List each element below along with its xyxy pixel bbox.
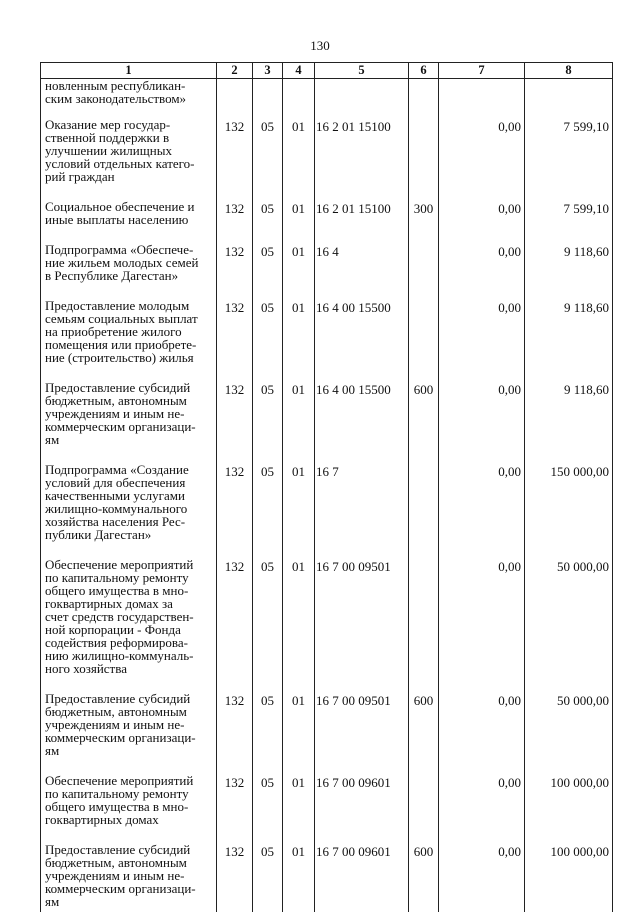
cell-subsection: 01: [283, 381, 315, 463]
cell-amount-col7: 0,00: [439, 558, 525, 692]
cell-section: 05: [253, 299, 283, 381]
cell-target-item: 16 2 01 15100: [315, 200, 409, 243]
item-name-line: помещения или приобрете-: [45, 338, 214, 351]
table-row: [41, 118, 613, 200]
cell-expense-type: 600: [409, 381, 439, 463]
table-body: [41, 79, 613, 912]
item-name-line: Обеспечение мероприятий: [45, 774, 214, 787]
cell-target-item: 16 7 00 09501: [315, 692, 409, 774]
cell-amount-col8: 9 118,60: [525, 381, 613, 463]
item-name-line: ной корпорации - Фонда: [45, 623, 214, 636]
item-name-line: Предоставление молодым: [45, 299, 214, 312]
cell-expense-type: 600: [409, 843, 439, 912]
cell-amount-col8: 9 118,60: [525, 299, 613, 381]
table-row: [41, 243, 613, 299]
item-name-line: общего имущества в мно-: [45, 800, 214, 813]
cell-expense-type: [409, 463, 439, 558]
cell-amount-col8: 100 000,00: [525, 843, 613, 912]
item-name-line: в Республике Дагестан»: [45, 269, 214, 282]
item-name-line: Предоставление субсидий: [45, 692, 214, 705]
cell-subsection: 01: [283, 118, 315, 200]
cell-amount-col8: 7 599,10: [525, 200, 613, 243]
cell-amount-col8: 9 118,60: [525, 243, 613, 299]
cell-subsection: 01: [283, 558, 315, 692]
item-name-line: ям: [45, 895, 214, 908]
cell-amount-col8: 7 599,10: [525, 118, 613, 200]
cell-subsection: [283, 79, 315, 119]
cell-ministry-code: [217, 79, 253, 119]
cell-target-item: 16 7 00 09601: [315, 843, 409, 912]
item-name-line: учреждениям и иным не-: [45, 718, 214, 731]
cell-amount-col8: 100 000,00: [525, 774, 613, 843]
column-header: 1: [41, 63, 217, 79]
cell-section: 05: [253, 118, 283, 200]
table-row: [41, 381, 613, 463]
cell-amount-col8: 50 000,00: [525, 558, 613, 692]
cell-amount-col7: 0,00: [439, 118, 525, 200]
cell-item-name: [41, 79, 217, 119]
item-name-line: Подпрограмма «Создание: [45, 463, 214, 476]
cell-section: 05: [253, 200, 283, 243]
item-name-line: семьям социальных выплат: [45, 312, 214, 325]
cell-ministry-code: 132: [217, 692, 253, 774]
cell-item-name: [41, 299, 217, 381]
cell-target-item: 16 4 00 15500: [315, 381, 409, 463]
cell-amount-col8: 50 000,00: [525, 692, 613, 774]
column-header: 5: [315, 63, 409, 79]
item-name-line: ние жильем молодых семей: [45, 256, 214, 269]
cell-section: 05: [253, 463, 283, 558]
item-name-line: ским законодательством»: [45, 92, 214, 105]
cell-ministry-code: 132: [217, 463, 253, 558]
cell-target-item: 16 4 00 15500: [315, 299, 409, 381]
column-header: 8: [525, 63, 613, 79]
cell-ministry-code: 132: [217, 558, 253, 692]
item-name-line: ние (строительство) жилья: [45, 351, 214, 364]
cell-item-name: [41, 118, 217, 200]
item-name-line: гоквартирных домах за: [45, 597, 214, 610]
cell-amount-col7: 0,00: [439, 843, 525, 912]
cell-item-name: [41, 843, 217, 912]
table-row: [41, 692, 613, 774]
cell-amount-col7: [439, 79, 525, 119]
item-name-line: по капитальному ремонту: [45, 787, 214, 800]
cell-amount-col7: 0,00: [439, 463, 525, 558]
cell-expense-type: [409, 243, 439, 299]
cell-target-item: 16 2 01 15100: [315, 118, 409, 200]
cell-item-name: [41, 200, 217, 243]
item-name-line: новленным республикан-: [45, 79, 214, 92]
item-name-line: Обеспечение мероприятий: [45, 558, 214, 571]
cell-amount-col7: 0,00: [439, 243, 525, 299]
cell-amount-col7: 0,00: [439, 200, 525, 243]
column-header: 2: [217, 63, 253, 79]
item-name-line: Социальное обеспечение и: [45, 200, 214, 213]
item-name-line: учреждениям и иным не-: [45, 407, 214, 420]
item-name-line: коммерческим организаци-: [45, 420, 214, 433]
table-row: [41, 463, 613, 558]
column-header: 7: [439, 63, 525, 79]
table-row: [41, 843, 613, 912]
item-name-line: общего имущества в мно-: [45, 584, 214, 597]
item-name-line: ям: [45, 744, 214, 757]
item-name-line: улучшении жилищных: [45, 144, 214, 157]
cell-expense-type: [409, 79, 439, 119]
item-name-line: ям: [45, 433, 214, 446]
item-name-line: счет средств государствен-: [45, 610, 214, 623]
cell-amount-col7: 0,00: [439, 692, 525, 774]
table-header-row: [41, 63, 613, 79]
cell-amount-col8: [525, 79, 613, 119]
cell-item-name: [41, 774, 217, 843]
item-name-line: публики Дагестан»: [45, 528, 214, 541]
cell-item-name: [41, 692, 217, 774]
cell-section: 05: [253, 558, 283, 692]
cell-amount-col8: 150 000,00: [525, 463, 613, 558]
item-name-line: коммерческим организаци-: [45, 882, 214, 895]
item-name-line: бюджетным, автономным: [45, 394, 214, 407]
cell-section: 05: [253, 843, 283, 912]
item-name-line: условий для обеспечения: [45, 476, 214, 489]
cell-expense-type: 600: [409, 692, 439, 774]
item-name-line: рий граждан: [45, 170, 214, 183]
page-number: 130: [0, 38, 640, 54]
budget-table: [40, 62, 613, 912]
cell-subsection: 01: [283, 774, 315, 843]
cell-target-item: [315, 79, 409, 119]
item-name-line: коммерческим организаци-: [45, 731, 214, 744]
item-name-line: условий отдельных катего-: [45, 157, 214, 170]
cell-subsection: 01: [283, 299, 315, 381]
item-name-line: Подпрограмма «Обеспече-: [45, 243, 214, 256]
cell-target-item: 16 7 00 09501: [315, 558, 409, 692]
cell-subsection: 01: [283, 843, 315, 912]
cell-section: [253, 79, 283, 119]
item-name-line: на приобретение жилого: [45, 325, 214, 338]
table-row: [41, 79, 613, 119]
cell-ministry-code: 132: [217, 774, 253, 843]
cell-subsection: 01: [283, 243, 315, 299]
item-name-line: качественными услугами: [45, 489, 214, 502]
cell-item-name: [41, 243, 217, 299]
column-header: 3: [253, 63, 283, 79]
table-row: [41, 774, 613, 843]
item-name-line: содействия реформирова-: [45, 636, 214, 649]
table-row: [41, 558, 613, 692]
item-name-line: по капитальному ремонту: [45, 571, 214, 584]
cell-target-item: 16 7: [315, 463, 409, 558]
cell-amount-col7: 0,00: [439, 381, 525, 463]
cell-subsection: 01: [283, 200, 315, 243]
item-name-line: нию жилищно-коммуналь-: [45, 649, 214, 662]
cell-ministry-code: 132: [217, 381, 253, 463]
cell-expense-type: 300: [409, 200, 439, 243]
cell-expense-type: [409, 558, 439, 692]
cell-ministry-code: 132: [217, 299, 253, 381]
item-name-line: гоквартирных домах: [45, 813, 214, 826]
table-row: [41, 200, 613, 243]
item-name-line: учреждениям и иным не-: [45, 869, 214, 882]
cell-expense-type: [409, 299, 439, 381]
cell-ministry-code: 132: [217, 843, 253, 912]
item-name-line: хозяйства населения Рес-: [45, 515, 214, 528]
cell-ministry-code: 132: [217, 118, 253, 200]
item-name-line: Предоставление субсидий: [45, 843, 214, 856]
cell-section: 05: [253, 381, 283, 463]
item-name-line: Предоставление субсидий: [45, 381, 214, 394]
cell-expense-type: [409, 774, 439, 843]
cell-item-name: [41, 463, 217, 558]
cell-ministry-code: 132: [217, 200, 253, 243]
item-name-line: бюджетным, автономным: [45, 856, 214, 869]
cell-subsection: 01: [283, 463, 315, 558]
column-header: 4: [283, 63, 315, 79]
cell-ministry-code: 132: [217, 243, 253, 299]
item-name-line: ственной поддержки в: [45, 131, 214, 144]
cell-amount-col7: 0,00: [439, 299, 525, 381]
column-header: 6: [409, 63, 439, 79]
table-row: [41, 299, 613, 381]
item-name-line: бюджетным, автономным: [45, 705, 214, 718]
cell-target-item: 16 4: [315, 243, 409, 299]
cell-target-item: 16 7 00 09601: [315, 774, 409, 843]
cell-item-name: [41, 558, 217, 692]
cell-section: 05: [253, 243, 283, 299]
item-name-line: иные выплаты населению: [45, 213, 214, 226]
cell-expense-type: [409, 118, 439, 200]
cell-subsection: 01: [283, 692, 315, 774]
cell-amount-col7: 0,00: [439, 774, 525, 843]
cell-section: 05: [253, 774, 283, 843]
item-name-line: ного хозяйства: [45, 662, 214, 675]
cell-item-name: [41, 381, 217, 463]
item-name-line: жилищно-коммунального: [45, 502, 214, 515]
cell-section: 05: [253, 692, 283, 774]
item-name-line: Оказание мер государ-: [45, 118, 214, 131]
